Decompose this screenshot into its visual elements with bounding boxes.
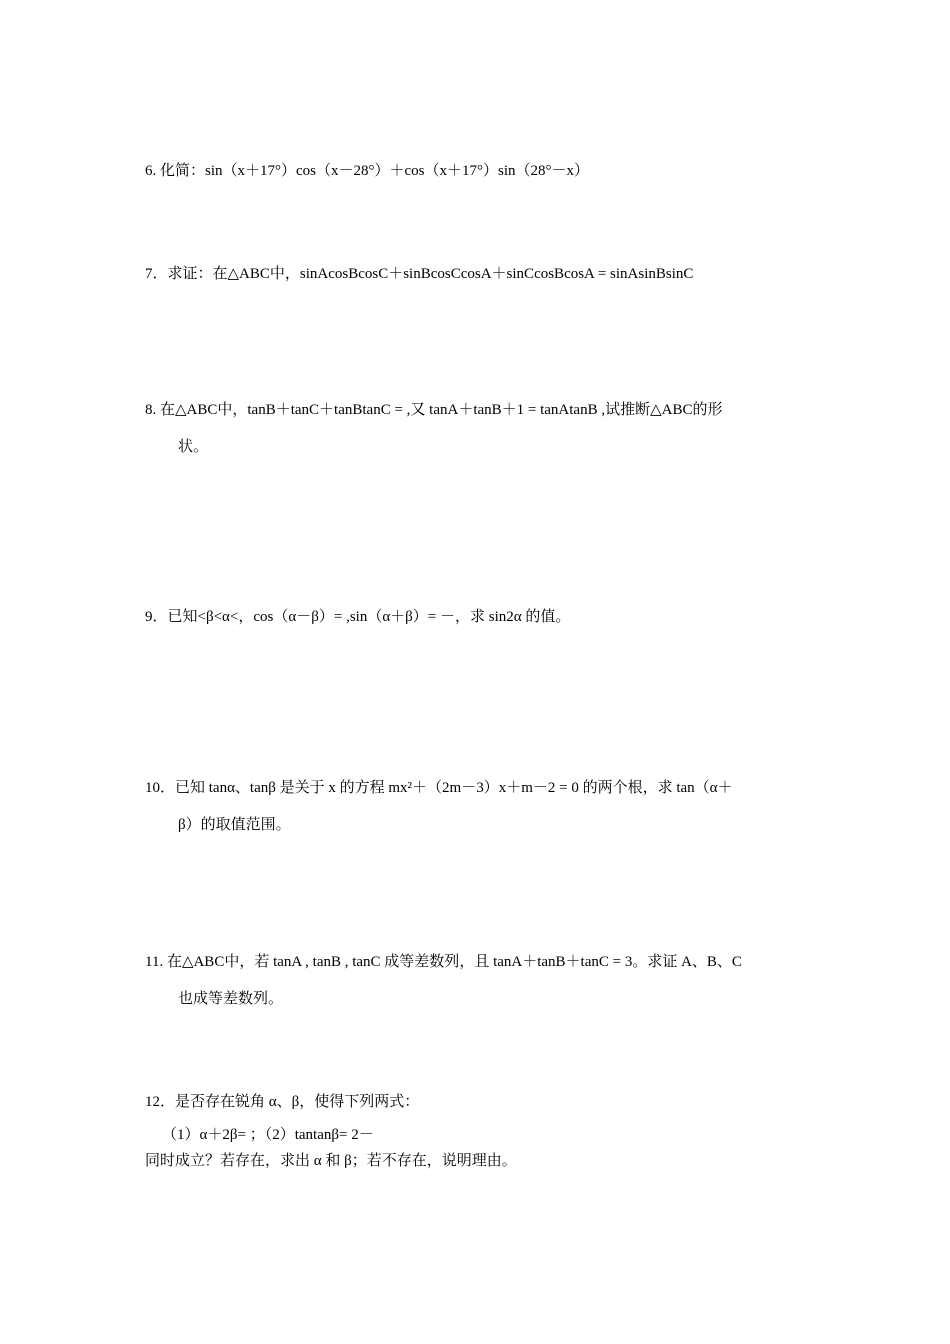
question-11-line-1: 11. 在△ABC中，若 tanA , tanB , tanC 成等差数列，且 tanA＋tanB＋tanC = 3。求证 A、B、C <box>145 954 742 970</box>
question-9: 9．已知<β<α<，cos（α－β）= ,sin（α＋β）= －，求 sin2α 的值。 <box>145 609 571 625</box>
question-8-line-1: 8. 在△ABC中，tanB＋tanC＋tanBtanC = ,又 tanA＋tanB＋1 = tanAtanB ,试推断△ABC的形 <box>145 402 723 418</box>
question-8-line-2: 状。 <box>178 439 209 455</box>
question-12-line-1: 12．是否存在锐角 α、β，使得下列两式： <box>145 1094 420 1110</box>
question-12-line-3: 同时成立？若存在，求出 α 和 β；若不存在，说明理由。 <box>145 1153 517 1169</box>
question-11-line-2: 也成等差数列。 <box>178 991 284 1007</box>
question-7: 7．求证：在△ABC中，sinAcosBcosC＋sinBcosCcosA＋sinCcosBcosA = sinAsinBsinC <box>145 266 694 282</box>
question-10-line-2: β）的取值范围。 <box>178 817 291 833</box>
question-10-line-1: 10．已知 tanα、tanβ 是关于 x 的方程 mx²＋（2m－3）x＋m－2 = 0 的两个根，求 tan（α＋ <box>145 780 733 796</box>
question-6: 6. 化简：sin（x＋17°）cos（x－28°）＋cos（x＋17°）sin（28°－x） <box>145 163 589 179</box>
question-12-line-2: （1）α＋2β= ；（2）tantanβ= 2－ <box>162 1127 374 1143</box>
